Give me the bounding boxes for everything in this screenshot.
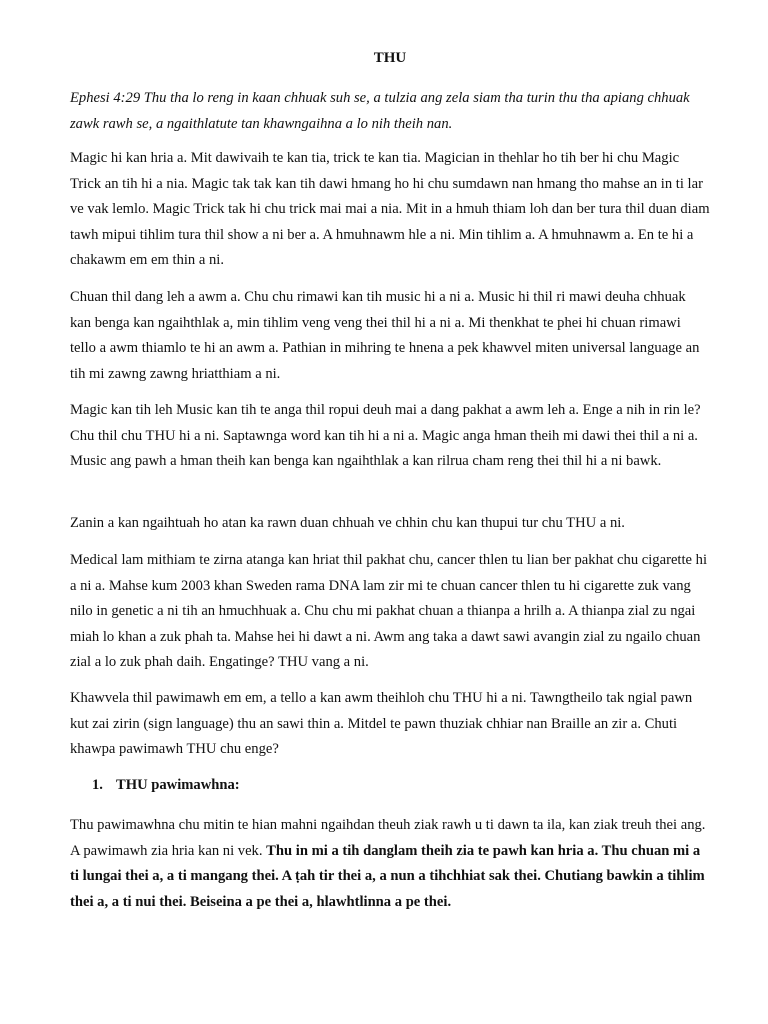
paragraph-medical: Medical lam mithiam te zirna atanga kan hriat thil pakhat chu, cancer thlen tu lian ber pakhat chu cigarette hi a ni a. Mahse kum 2003 khan Sweden rama DNA lam zir mi te chuan cancer thlen tu hi cigarette zuk vang nilo in genetic a ni tih an hmuchhuak a. Chu chu mi pakhat chuan a thianpa a hrilh a. A thianpa zial zu ngai miah lo khan a zuk phah ta. Mahse hei hi dawt a ni. Awm ang taka a dawt sawi avangin zial zu ngailo chuan zial a lo zuk phah daih. Engatinge? THU vang a ni. [70, 552, 708, 670]
section-number: 1. [92, 777, 103, 793]
paragraph-magic: Magic hi kan hria a. Mit dawivaih te kan tia, trick te kan tia. Magician in thehlar ho tih ber hi chu Magic Trick an tih hi a nia. Magic tak tak kan tih dawi hmang ho hi chu sumdawn nan hmang tho mahse an in ti lar ve vak lemlo. Magic Trick tak hi chu trick mai mai a nia. Mit in a hmuh thiam loh dan ber tura thil duan diam tawh mipui tihlim tura thil show a ni ber a. A hmuhnawm hle a ni. Min tihlim a. A hmuhnawm a. En te hi a chakawm em em thin a ni. [70, 150, 710, 268]
section-paragraph [70, 813, 710, 915]
paragraph-importance: Khawvela thil pawimawh em em, a tello a kan awm theihloh chu THU hi a ni. Tawngtheilo tak ngial pawn kut zai zirin (sign language) thu an sawi thin a. Mitdel te pawn thuziak chhiar nan Braille an zir a. Chuti khawpa pawimawh THU chu enge? [70, 690, 693, 757]
paragraph-music: Chuan thil dang leh a awm a. Chu chu rimawi kan tih music hi a ni a. Music hi thil ri mawi deuha chhuak kan benga kan ngaihthlak a, min tihlim veng veng thei thil hi a ni a. Mi thenkhat te phei hi chuan rimawi tello a awm thiamlo te hi an awm a. Pathian in mihring te hnena a pek khawvel miten universal language an tih mi zawng zawng hriatthiam a ni. [70, 289, 700, 382]
paragraph-word: Magic kan tih leh Music kan tih te anga thil ropui deuh mai a dang pakhat a awm leh a. Enge a nih in rin le? Chu thil chu THU hi a ni. Saptawnga word kan tih hi a ni a. Magic anga hman theih mi dawi thei thil a ni a. Music ang pawh a hman theih kan benga kan ngaihthlak a kan rilrua cham reng thei thil hi a ni bawk. [70, 402, 701, 469]
document-title: THU [373, 50, 407, 66]
section-heading [92, 777, 240, 794]
section-bold-text: Thu in mi a tih danglam theih zia te pawh kan hria a. Thu chuan mi a ti lungai thei a, a ti mangang thei. A ṭah tir thei a, a nun a tihchhiat sak thei. Chutiang bawkin a tihlim thei a, a ti nui thei. Beiseina a pe thei a, hlawhtlinna a pe thei. [70, 842, 705, 910]
section-intro-text: Thu pawimawhna chu mitin te hian mahni ngaihdan theuh ziak rawh u ti dawn ta ila, kan ziak treuh thei ang. A pawimawh zia hria kan ni vek. [70, 817, 706, 859]
paragraph-topic: Zanin a kan ngaihtuah ho atan ka rawn duan chhuah ve chhin chu kan thupui tur chu THU a ni. [70, 515, 625, 531]
section-heading-text: THU pawimawhna: [116, 777, 240, 793]
epigraph-verse: Ephesi 4:29 Thu tha lo reng in kaan chhuak suh se, a tulzia ang zela siam tha turin thu tha apiang chhuak zawk rawh se, a ngaithlatute tan khawngaihna a lo nih theih nan. [70, 90, 690, 132]
